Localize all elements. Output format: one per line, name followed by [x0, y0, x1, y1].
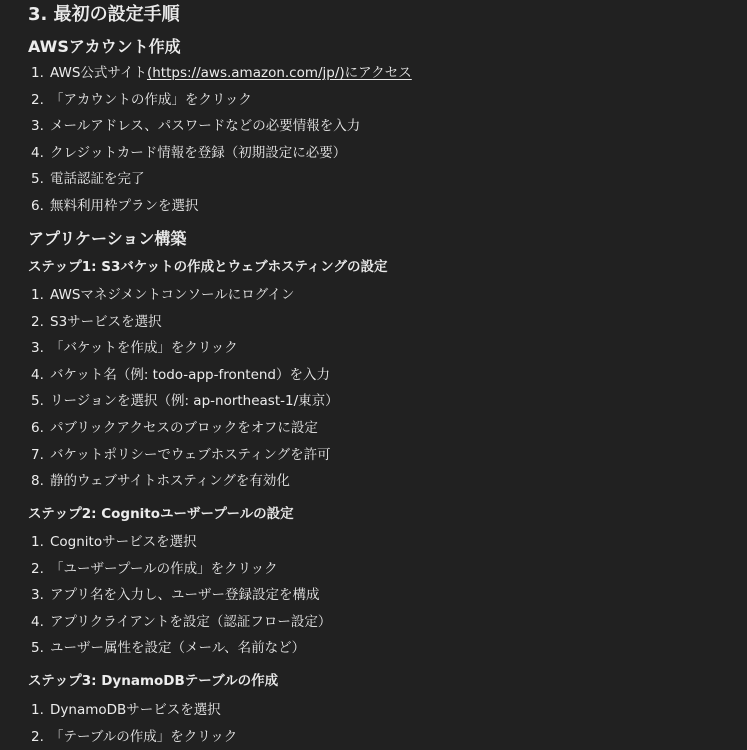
list-text: 「バケットを作成」をクリック — [50, 340, 238, 357]
list-item — [28, 60, 412, 87]
list-item — [28, 442, 339, 469]
list-number: 4. — [31, 366, 44, 383]
step3-list — [28, 697, 237, 750]
list-item — [28, 362, 339, 389]
list-item — [28, 468, 339, 495]
list-text: 「アカウントの作成」をクリック — [50, 91, 252, 108]
step1-heading: ステップ1: S3バケットの作成とウェブホスティングの設定 — [28, 259, 388, 275]
list-number: 6. — [31, 197, 44, 214]
list-number: 4. — [31, 144, 44, 161]
list-item — [28, 724, 237, 750]
list-item — [28, 609, 331, 636]
list-text: AWS公式サイト — [50, 65, 147, 81]
list-item — [28, 166, 412, 193]
step1-list — [28, 282, 339, 495]
list-item — [28, 140, 412, 167]
list-text: バケットポリシーでウェブホスティングを許可 — [50, 446, 331, 463]
list-text: 電話認証を完了 — [50, 171, 145, 188]
list-number: 7. — [31, 446, 44, 463]
list-text: Cognitoサービスを選択 — [50, 534, 197, 550]
list-item — [28, 113, 412, 140]
list-text: 無料利用枠プランを選択 — [50, 197, 199, 214]
list-item — [28, 388, 339, 415]
list-number: 1. — [31, 702, 44, 718]
list-text: DynamoDBサービスを選択 — [50, 702, 221, 718]
list-number: 3. — [31, 340, 44, 357]
list-item — [28, 635, 331, 662]
list-text: ユーザー属性を設定（メール、名前など） — [50, 640, 306, 657]
list-text: AWSマネジメントコンソールにログイン — [50, 287, 295, 303]
list-item — [28, 556, 331, 583]
list-text: バケット名（例: todo-app-frontend）を入力 — [50, 366, 330, 383]
list-text: メールアドレス、パスワードなどの必要情報を入力 — [50, 118, 361, 135]
list-text: アプリクライアントを設定（認証フロー設定） — [50, 613, 332, 630]
list-number: 6. — [31, 419, 44, 436]
list-item — [28, 582, 331, 609]
list-text: 「テーブルの作成」をクリック — [50, 728, 238, 745]
list-text: アプリ名を入力し、ユーザー登録設定を構成 — [50, 587, 320, 604]
list-item — [28, 309, 339, 336]
list-number: 5. — [31, 393, 44, 410]
aws-account-steps — [28, 60, 412, 220]
step2-heading: ステップ2: Cognitoユーザープールの設定 — [28, 506, 294, 522]
step3-heading: ステップ3: DynamoDBテーブルの作成 — [28, 673, 279, 689]
list-item — [28, 193, 412, 220]
list-number: 1. — [31, 287, 44, 303]
list-number: 1. — [31, 65, 44, 81]
list-item — [28, 529, 331, 556]
list-text: 「ユーザープールの作成」をクリック — [50, 560, 278, 577]
list-number: 3. — [31, 587, 44, 604]
list-item — [28, 335, 339, 362]
list-number: 2. — [31, 313, 44, 330]
list-number: 3. — [31, 118, 44, 135]
list-text: クレジットカード情報を登録（初期設定に必要） — [50, 144, 347, 161]
list-number: 2. — [31, 560, 44, 577]
app-build-heading: アプリケーション構築 — [28, 229, 187, 248]
section-title: 3. 最初の設定手順 — [28, 4, 180, 25]
list-item — [28, 282, 339, 309]
list-number: 5. — [31, 171, 44, 188]
list-number: 8. — [31, 473, 44, 490]
list-number: 1. — [31, 534, 44, 550]
aws-account-heading: AWSアカウント作成 — [28, 37, 181, 56]
list-text: パブリックアクセスのブロックをオフに設定 — [50, 419, 318, 436]
list-number: 4. — [31, 613, 44, 630]
list-item — [28, 87, 412, 114]
list-item — [28, 697, 237, 724]
list-item — [28, 415, 339, 442]
list-number: 5. — [31, 640, 44, 657]
list-number: 2. — [31, 91, 44, 108]
list-text: 静的ウェブサイトホスティングを有効化 — [50, 473, 290, 490]
list-number: 2. — [31, 728, 44, 745]
list-text: S3サービスを選択 — [50, 313, 162, 330]
aws-site-link[interactable]: (https://aws.amazon.com/jp/)にアクセス — [146, 65, 412, 81]
list-text: リージョンを選択（例: ap-northeast-1/東京） — [50, 393, 339, 410]
step2-list — [28, 529, 331, 662]
